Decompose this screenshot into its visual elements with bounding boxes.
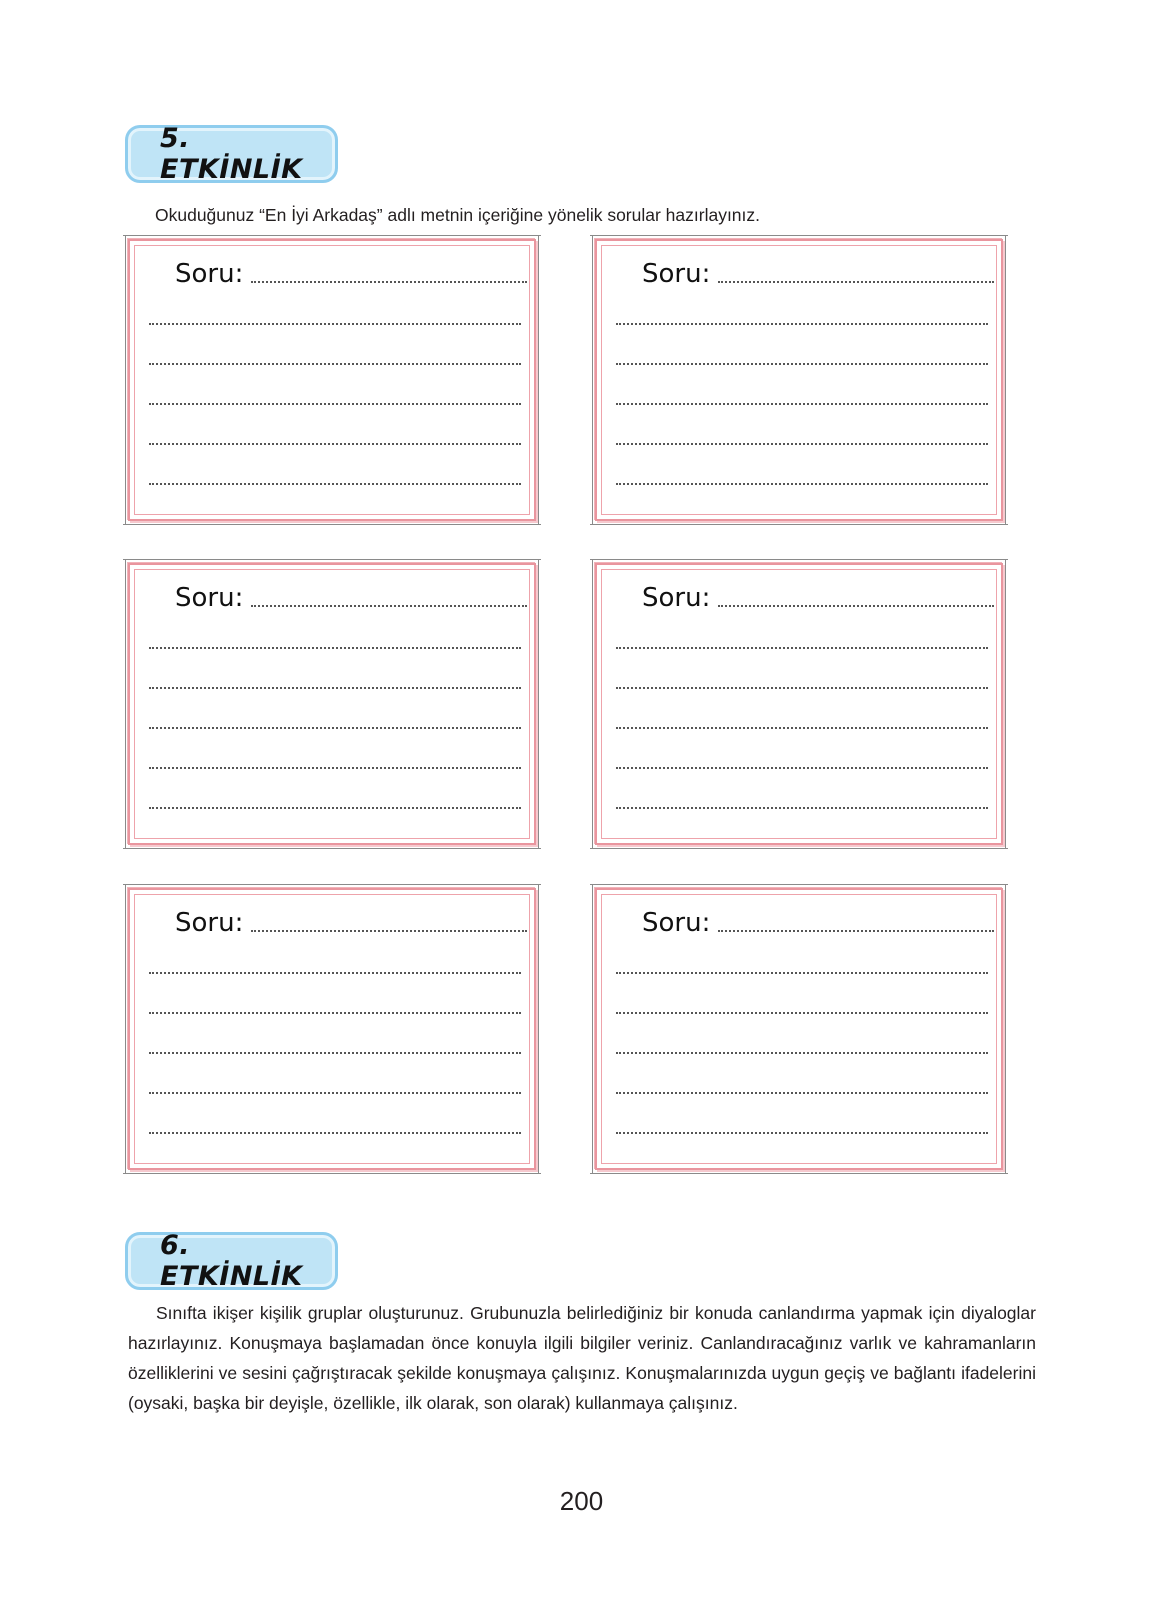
answer-line[interactable] [251, 605, 527, 607]
answer-line[interactable] [718, 930, 994, 932]
answer-line[interactable] [251, 281, 527, 283]
answer-line[interactable] [616, 1132, 988, 1134]
answer-line[interactable] [616, 363, 988, 365]
question-label: Soru: [175, 908, 244, 938]
activity-5-badge [125, 125, 338, 183]
answer-line[interactable] [251, 930, 527, 932]
activity-5-instruction: Okuduğunuz “En İyi Arkadaş” adlı metnin içeriğine yönelik sorular hazırlayınız. [155, 205, 761, 225]
activity-6-badge [125, 1232, 338, 1290]
answer-line[interactable] [149, 483, 521, 485]
activity-6-text: Sınıfta ikişer kişilik gruplar oluşturunuz. Grubunuzla belirlediğiniz bir konuda canlandırma yapmak için diyaloglar hazırlayınız. Konuşmaya başlamadan önce konuyla ilgili bilgiler veriniz. Canlandıracağınız varlık ve kahramanların özelliklerini ve sesini çağrıştıracak şekilde konuşmaya çalışınız. Konuşmalarınızda uygun geçiş ve bağlantı ifadelerini (oysaki, başka bir deyişle, özellikle, ilk olarak, son olarak) kullanmaya çalışınız. [128, 1303, 1036, 1413]
activity-5-title: 5. ETKİNLİK [160, 123, 303, 185]
answer-line[interactable] [149, 687, 521, 689]
answer-line[interactable] [149, 1092, 521, 1094]
answer-line[interactable] [616, 727, 988, 729]
question-card-4 [590, 559, 1008, 849]
activity-6-title: 6. ETKİNLİK [160, 1230, 303, 1292]
answer-line[interactable] [616, 767, 988, 769]
question-card-3 [123, 559, 541, 849]
answer-line[interactable] [616, 403, 988, 405]
answer-line[interactable] [616, 1092, 988, 1094]
question-label: Soru: [175, 259, 244, 289]
answer-line[interactable] [149, 1132, 521, 1134]
answer-line[interactable] [149, 363, 521, 365]
answer-line[interactable] [149, 972, 521, 974]
answer-line[interactable] [149, 323, 521, 325]
question-card-1 [123, 235, 541, 525]
answer-line[interactable] [616, 647, 988, 649]
question-label: Soru: [642, 259, 711, 289]
answer-line[interactable] [149, 767, 521, 769]
answer-line[interactable] [149, 1052, 521, 1054]
answer-line[interactable] [616, 1052, 988, 1054]
answer-line[interactable] [149, 647, 521, 649]
question-label: Soru: [642, 583, 711, 613]
answer-line[interactable] [616, 687, 988, 689]
answer-line[interactable] [149, 727, 521, 729]
question-card-5 [123, 884, 541, 1174]
answer-line[interactable] [718, 605, 994, 607]
answer-line[interactable] [616, 972, 988, 974]
answer-line[interactable] [616, 443, 988, 445]
answer-line[interactable] [616, 323, 988, 325]
answer-line[interactable] [616, 807, 988, 809]
page-number: 200 [559, 1486, 604, 1516]
answer-line[interactable] [149, 403, 521, 405]
answer-line[interactable] [149, 443, 521, 445]
question-label: Soru: [175, 583, 244, 613]
question-card-2 [590, 235, 1008, 525]
question-card-6 [590, 884, 1008, 1174]
answer-line[interactable] [149, 1012, 521, 1014]
answer-line[interactable] [149, 807, 521, 809]
answer-line[interactable] [718, 281, 994, 283]
question-label: Soru: [642, 908, 711, 938]
answer-line[interactable] [616, 1012, 988, 1014]
activity-6-paragraph [128, 1298, 1036, 1418]
answer-line[interactable] [616, 483, 988, 485]
